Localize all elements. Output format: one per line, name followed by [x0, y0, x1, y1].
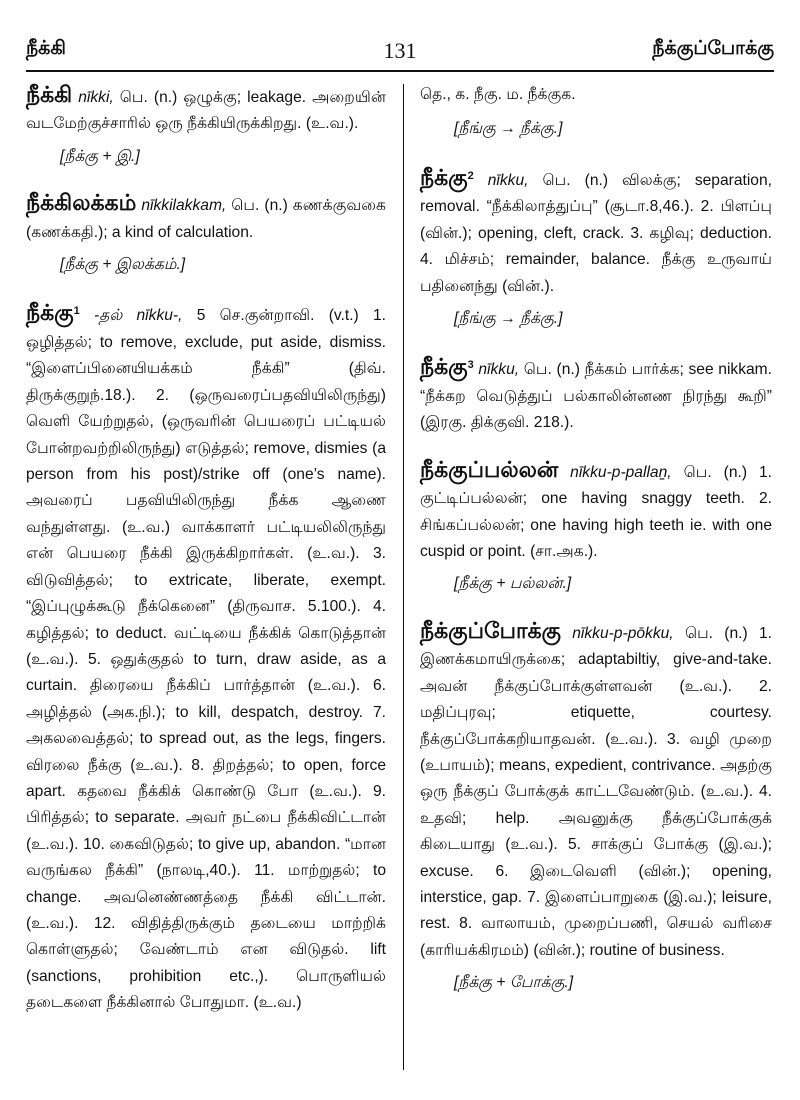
dictionary-entry	[26, 298, 386, 1016]
homonym-number: 1	[73, 305, 80, 318]
dictionary-entry	[420, 618, 772, 997]
homonym-number: 3	[467, 359, 474, 372]
etymology: [நீக்கு + பல்லன்.]	[454, 575, 572, 593]
etymology: [நீங்கு → நீக்கு.]	[454, 120, 563, 138]
headword: நீக்குப்போக்கு	[420, 617, 561, 643]
dictionary-entry	[420, 352, 772, 436]
headword: நீக்குப்பல்லன்	[420, 456, 559, 482]
dictionary-entry	[26, 82, 386, 170]
etymology: [நீங்கு → நீக்கு.]	[454, 310, 563, 328]
dictionary-entry	[420, 457, 772, 598]
etymology: [நீக்கு + இலக்கம்.]	[60, 256, 186, 274]
transliteration: nīkku-p-pōkku,	[572, 624, 674, 642]
entry-body: பெ. (n.) 1. குட்டிப்பல்லன்; one having snaggy teeth. 2. சிங்கப்பல்லன்; one having high teeth ie. with one cuspid or point. (சா.அக.).	[420, 463, 772, 561]
transliteration: nīkku-p-pallaṉ,	[570, 463, 672, 481]
headword: நீக்கு	[26, 300, 74, 326]
dictionary-entry	[420, 163, 772, 333]
headword: நீக்கிலக்கம்	[26, 190, 137, 216]
entry-body: பெ. (n.) 1. இணக்கமாயிருக்கை; adaptabiltiy, give-and-take. அவன் நீக்குப்போக்குள்ளவன் (உ.வ.). 2. மதிப்புரவு; etiquette, courtesy. நீக்குப்போக்கறியாதவன். (உ.வ.). 3. வழி முறை (உபாயம்); means, expedient, contrivance. அதற்கு ஒரு நீக்குப் போக்குக் காட்டவேண்டும். (உ.வ.). 4. உதவி; help. அவனுக்கு நீக்குப்போக்குக் கிடையாது (உ.வ.). 5. சாக்குப் போக்கு (இ.வ.); excuse. 6. இடைவெளி (வின்.); opening, interstice, gap. 7. இளைப்பாறுகை (இ.வ.); leisure, rest. 8. வாலாயம், முறைப்பணி, செயல் வரிசை (காரியக்கிரமம்) (வின்.); routine of business.	[420, 624, 772, 959]
etymology: [நீக்கு + போக்கு.]	[454, 974, 574, 992]
transliteration: -தல் nīkku-,	[93, 307, 183, 325]
right-column	[420, 82, 772, 1017]
transliteration: nīkku,	[478, 361, 520, 379]
running-head-right: நீக்குப்போக்கு	[652, 38, 774, 59]
entry-body: பெ. (n.) ஒழுக்கு; leakage. அறையின் வடமேற்குச்சாரில் ஒரு நீக்கியிருக்கிறது. (உ.வ.).	[26, 89, 386, 133]
header-rule	[26, 70, 774, 72]
headword: நீக்கி	[26, 82, 73, 107]
dictionary-entry	[26, 190, 386, 278]
continued-text: தெ., க. நீகு. ம. நீக்குக.	[420, 86, 576, 103]
headword: நீக்கு	[420, 354, 468, 380]
transliteration: nīkku,	[487, 172, 529, 189]
continued-etymology-block	[420, 116, 772, 142]
running-head-left: நீக்கி	[26, 38, 66, 59]
page-header	[26, 38, 774, 68]
page-number: 131	[383, 38, 417, 63]
headword: நீக்கு	[420, 165, 468, 190]
entry-body: 5 செ.குன்றாவி. (v.t.) 1. ஒழித்தல்; to remove, exclude, put aside, dismiss. “இளைப்பினையியக்கம் நீக்கி” (திவ். திருக்குறுந்.18.). 2. (ஒருவரைப்பதவியிலிருந்து) வெளி யேற்றுதல், (ஒருவரின் பெயரைப் பட்டியல் போன்றவற்றிலிருந்து) எடுத்தல்; remove, dismies (a person from his post)/strike off (one’s name). அவரைப் பதவியிலிருந்து நீக்க ஆணை வந்துள்ளது. (உ.வ.) வாக்காளர் பட்டியலிலிருந்து என் பெயரை நீக்கி இருக்கிறார்கள். (உ.வ.). 3. விடுவித்தல்; to extricate, liberate, exempt. “இப்புழுக்கூடு நீக்கெனை” (திருவாச. 5.100.). 4. கழித்தல்; to deduct. வட்டியை நீக்கிக் கொடுத்தான் (உ.வ.). 5. ஒதுக்குதல் to turn, draw aside, as a curtain. திரையை நீக்கிப் பார்த்தான் (உ.வ.). 6. அழித்தல் (அக.நி.); to kill, despatch, destroy. 7. அகலவைத்தல்; to spread out, as the legs, fingers. விரலை நீக்கு (உ.வ.). 8. திறத்தல்; to open, force apart. கதவை நீக்கிக் கொண்டு போ (உ.வ.). 9. பிரித்தல்; to separate. அவர் நட்பை நீக்கிவிட்டான் (உ.வ.). 10. கைவிடுதல்; to give up, abandon. “மான வருங்கல நீக்கி” (நாலடி,40.). 11. மாற்றுதல்; to change. அவனெண்ணத்தை நீக்கி விட்டான். (உ.வ.). 12. விதித்திருக்கும் தடையை மாற்றிக் கொள்ளுதல்; வேண்டாம் என விடுதல். lift (sanctions, prohibition etc.,). பொருளியல் தடைகளை நீக்கினால் போதுமா. (உ.வ.)	[26, 307, 386, 1012]
entry-body: பெ. (n.) விலக்கு; separation, removal. “நீக்கிலாத்துப்பு” (சூடா.8,46.). 2. பிளப்பு (வின்.); opening, cleft, crack. 3. கழிவு; deduction. 4. மிச்சம்; remainder, balance. நீக்கு உருவாய் பதினைந்து (வின்.).	[420, 172, 772, 295]
left-column	[26, 82, 386, 1037]
entry-body: பெ. (n.) நீக்கம் பார்க்க; see nikkam. “நீக்கற வெடுத்துப் பல்காலின்னண நிரந்து கூறி” (இரகு. திக்குவி. 218.).	[420, 361, 772, 432]
transliteration: nīkkilakkam,	[141, 197, 227, 215]
entry-body: பெ. (n.) கணக்குவகை (கணக்கதி.); a kind of calculation.	[26, 197, 387, 241]
transliteration: nīkki,	[78, 89, 114, 106]
homonym-number: 2	[467, 169, 474, 182]
etymology: [நீக்கு + இ.]	[60, 147, 140, 165]
column-divider	[403, 84, 404, 1070]
